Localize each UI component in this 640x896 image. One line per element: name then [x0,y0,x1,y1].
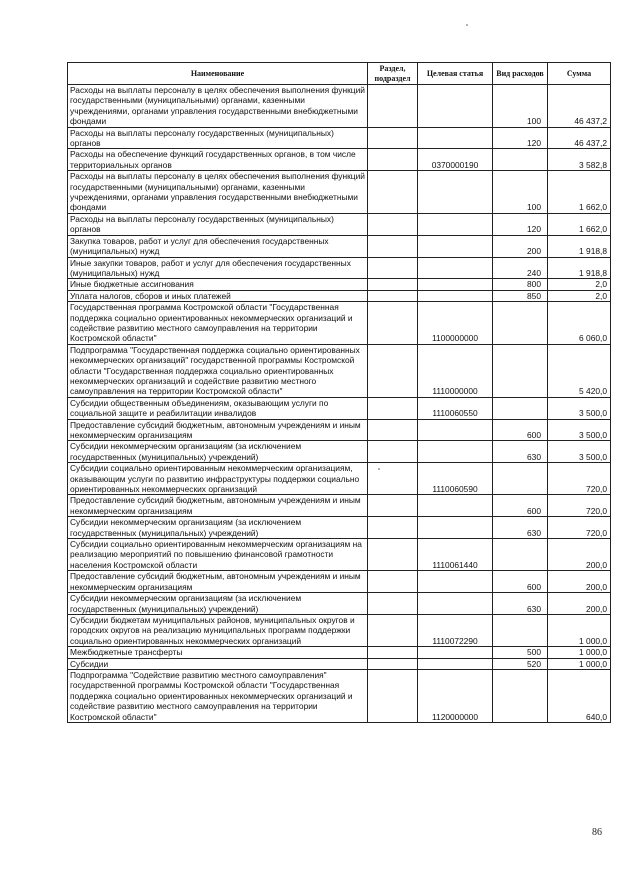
cell-amount: 3 500,0 [548,441,611,463]
column-header-name: Наименование [68,63,368,85]
cell-amount: 640,0 [548,669,611,722]
cell-expense-type: 600 [493,495,548,517]
cell-section [368,290,418,301]
cell-expense-type: 630 [493,441,548,463]
cell-name: Субсидии некоммерческим организациям (за исключением государственных (муниципальных) учреждений) [68,441,368,463]
cell-amount: 720,0 [548,463,611,495]
cell-name: Расходы на обеспечение функций государственных органов, в том числе территориальных органов [68,149,368,171]
cell-amount: 2,0 [548,290,611,301]
cell-article [418,593,493,615]
cell-amount: 1 918,8 [548,257,611,279]
table-row [68,235,611,257]
cell-article: 1120000000 [418,669,493,722]
cell-expense-type: 100 [493,171,548,214]
cell-name: Предоставление субсидий бюджетным, автономным учреждениям и иным некоммерческим организациям [68,571,368,593]
cell-section [368,517,418,539]
cell-section [368,279,418,290]
cell-name: Субсидии общественным объединениям, оказывающим услуги по социальной защите и реабилитации инвалидов [68,397,368,419]
cell-name: Подпрограмма "Государственная поддержка социально ориентированных некоммерческих организаций" государственной программы Костромской области "Государственная поддержка социально ориентированных некоммерческих организаций и содействие развитию местного самоуправления на территории Костромской области" [68,344,368,397]
table-header-row [68,63,611,85]
table-row [68,647,611,658]
cell-amount: 1 662,0 [548,171,611,214]
cell-name: Подпрограмма "Содействие развитию местного самоуправления" государственной программы Костромской области "Государственная поддержка социально ориентированных некоммерческих организаций и содействие развитию местного самоуправления на территории Костромской области" [68,669,368,722]
cell-expense-type: 630 [493,517,548,539]
table-row [68,257,611,279]
table-row [68,397,611,419]
cell-expense-type: 120 [493,127,548,149]
cell-expense-type: 500 [493,647,548,658]
cell-article: 1110061440 [418,539,493,571]
cell-name: Расходы на выплаты персоналу в целях обеспечения выполнения функций государственными (муниципальными) органами, казенными учреждениями, органами управления государственными внебюджетными фондами [68,171,368,214]
cell-section [368,614,418,646]
cell-section [368,495,418,517]
cell-amount: 1 662,0 [548,213,611,235]
cell-article [418,495,493,517]
cell-article: 1110060550 [418,397,493,419]
table-row [68,539,611,571]
cell-section [368,213,418,235]
cell-name: Расходы на выплаты персоналу государственных (муниципальных) органов [68,127,368,149]
cell-expense-type: 520 [493,658,548,669]
cell-amount: 720,0 [548,495,611,517]
column-header-amount: Сумма [548,63,611,85]
cell-amount: 200,0 [548,539,611,571]
column-header-section: Раздел, подраздел [368,63,418,85]
cell-expense-type [493,397,548,419]
cell-expense-type: 200 [493,235,548,257]
cell-expense-type: 800 [493,279,548,290]
cell-name: Иные бюджетные ассигнования [68,279,368,290]
cell-amount: 1 000,0 [548,658,611,669]
cell-article: 1100000000 [418,302,493,345]
cell-article [418,279,493,290]
cell-name: Субсидии [68,658,368,669]
cell-section [368,302,418,345]
cell-expense-type: 600 [493,571,548,593]
table-row [68,669,611,722]
cell-article [418,658,493,669]
cell-article [418,171,493,214]
table-row [68,419,611,441]
cell-article: 0370000190 [418,149,493,171]
cell-section [368,127,418,149]
cell-article: 1110072290 [418,614,493,646]
cell-section [368,647,418,658]
table-row [68,517,611,539]
table-row [68,614,611,646]
cell-article [418,441,493,463]
cell-section [368,571,418,593]
cell-section [368,593,418,615]
table-row [68,279,611,290]
cell-expense-type: 100 [493,85,548,128]
cell-article: 1110000000 [418,344,493,397]
cell-amount: 200,0 [548,571,611,593]
cell-article [418,517,493,539]
column-header-article: Целевая статья [418,63,493,85]
cell-section [368,419,418,441]
cell-amount: 200,0 [548,593,611,615]
table-body [68,85,611,723]
cell-expense-type [493,539,548,571]
cell-section [368,441,418,463]
cell-article [418,257,493,279]
cell-section [368,539,418,571]
cell-amount: 3 500,0 [548,397,611,419]
cell-expense-type: 120 [493,213,548,235]
cell-article [418,290,493,301]
cell-amount: 3 582,8 [548,149,611,171]
page-number: 86 [592,827,602,838]
cell-amount: 1 918,8 [548,235,611,257]
cell-amount: 1 000,0 [548,614,611,646]
cell-name: Иные закупки товаров, работ и услуг для обеспечения государственных (муниципальных) нужд [68,257,368,279]
cell-amount: 6 060,0 [548,302,611,345]
column-header-expense-type: Вид расходов [493,63,548,85]
budget-table-sheet [67,62,611,723]
cell-article [418,419,493,441]
table-row [68,171,611,214]
cell-section [368,235,418,257]
budget-allocation-table [67,62,611,723]
cell-name: Предоставление субсидий бюджетным, автономным учреждениям и иным некоммерческим организациям [68,495,368,517]
cell-name: Субсидии некоммерческим организациям (за исключением государственных (муниципальных) учреждений) [68,593,368,615]
cell-article [418,647,493,658]
table-row [68,149,611,171]
table-row [68,441,611,463]
cell-amount: 3 500,0 [548,419,611,441]
cell-amount: 720,0 [548,517,611,539]
scan-speck [466,24,468,26]
table-row [68,463,611,495]
cell-section [368,344,418,397]
cell-amount: 46 437,2 [548,127,611,149]
table-row [68,593,611,615]
table-row [68,302,611,345]
cell-name: Субсидии бюджетам муниципальных районов, муниципальных округов и городских округов на реализацию муниципальных программ поддержки социально ориентированных некоммерческих организаций [68,614,368,646]
table-row [68,658,611,669]
cell-article [418,127,493,149]
cell-section [368,257,418,279]
cell-name: Расходы на выплаты персоналу в целях обеспечения выполнения функций государственными (муниципальными) органами, казенными учреждениями, органами управления государственными внебюджетными фондами [68,85,368,128]
table-row [68,213,611,235]
cell-name: Расходы на выплаты персоналу государственных (муниципальных) органов [68,213,368,235]
cell-amount: 2,0 [548,279,611,290]
cell-name: Предоставление субсидий бюджетным, автономным учреждениям и иным некоммерческим организациям [68,419,368,441]
cell-article [418,213,493,235]
cell-section [368,658,418,669]
cell-expense-type [493,344,548,397]
cell-expense-type [493,669,548,722]
table-row [68,344,611,397]
cell-article [418,85,493,128]
cell-name: Государственная программа Костромской области "Государственная поддержка социально ориентированных некоммерческих организаций и содействие развитию местного самоуправления на территории Костромской области" [68,302,368,345]
cell-expense-type: 600 [493,419,548,441]
cell-amount: 5 420,0 [548,344,611,397]
cell-name: Межбюджетные трансферты [68,647,368,658]
cell-article: 1110060590 [418,463,493,495]
table-row [68,85,611,128]
cell-expense-type [493,302,548,345]
cell-name: Уплата налогов, сборов и иных платежей [68,290,368,301]
cell-section [368,397,418,419]
cell-section [368,149,418,171]
cell-section [368,669,418,722]
cell-section [368,463,418,495]
cell-amount: 1 000,0 [548,647,611,658]
cell-expense-type [493,614,548,646]
table-row [68,495,611,517]
cell-expense-type: 630 [493,593,548,615]
cell-section [368,171,418,214]
table-row [68,127,611,149]
cell-article [418,235,493,257]
table-row [68,290,611,301]
cell-section [368,85,418,128]
table-row [68,571,611,593]
cell-name: Субсидии некоммерческим организациям (за исключением государственных (муниципальных) учреждений) [68,517,368,539]
cell-amount: 46 437,2 [548,85,611,128]
cell-name: Субсидии социально ориентированным некоммерческим организациям, оказывающим услуги по развитию инфраструктуры поддержки социально ориентированных некоммерческих организаций [68,463,368,495]
cell-article [418,571,493,593]
cell-name: Закупка товаров, работ и услуг для обеспечения государственных (муниципальных) нужд [68,235,368,257]
cell-expense-type [493,149,548,171]
cell-expense-type: 240 [493,257,548,279]
cell-expense-type [493,463,548,495]
cell-name: Субсидии социально ориентированным некоммерческим организациям на реализацию мероприятий по повышению финансовой грамотности населения Костромской области [68,539,368,571]
cell-expense-type: 850 [493,290,548,301]
